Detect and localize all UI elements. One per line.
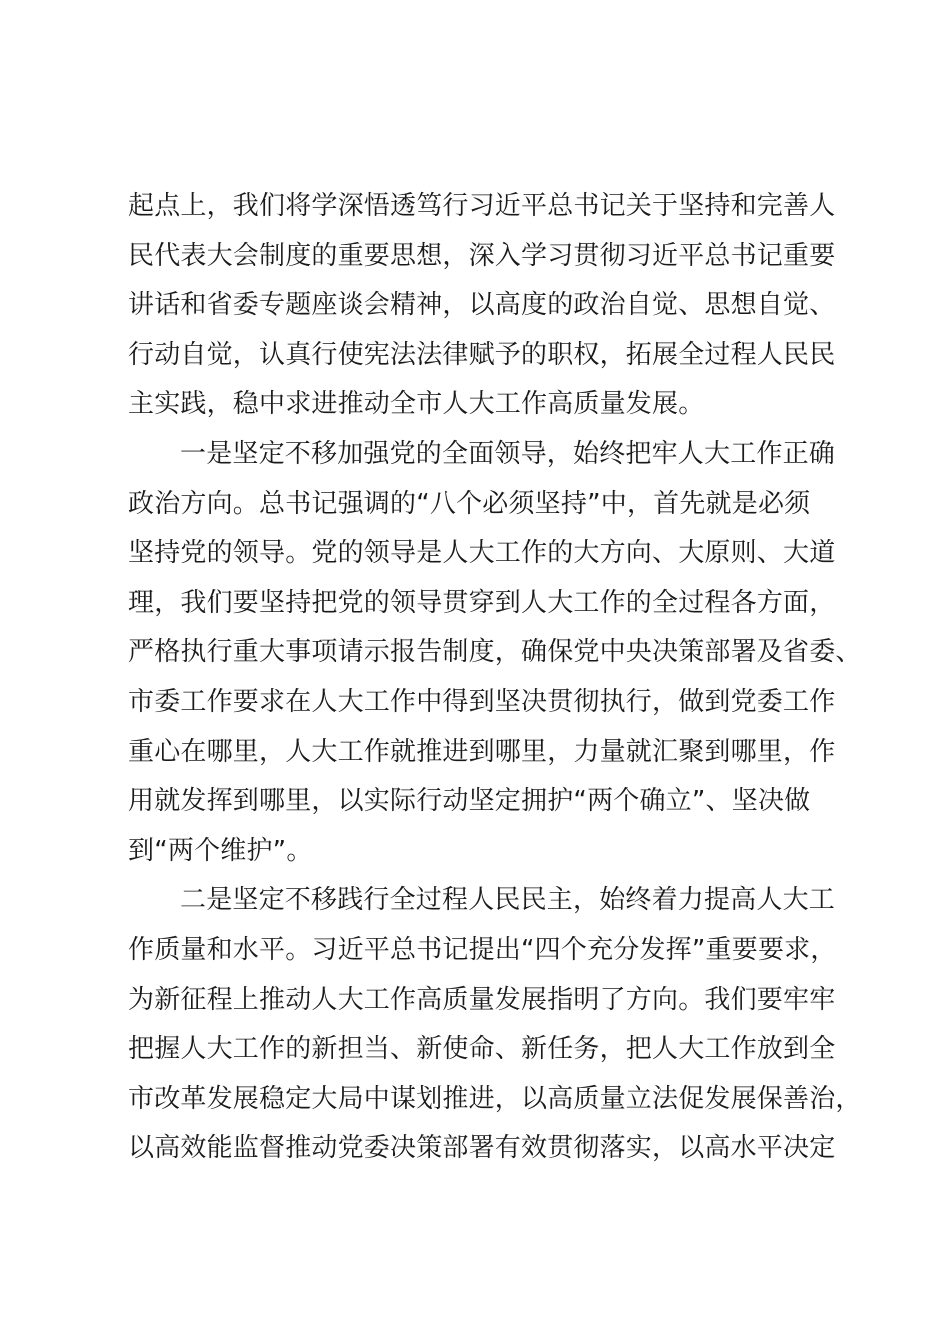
paragraph-first-line: 二是坚定不移践行全过程人民民主，始终着力提高人大工 bbox=[180, 885, 836, 916]
text-line: 把握人大工作的新担当、新使命、新任务，把人大工作放到全 bbox=[128, 1034, 836, 1065]
text-line: 政治方向。总书记强调的“八个必须坚持”中，首先就是必须 bbox=[128, 488, 811, 519]
text-line: 市委工作要求在人大工作中得到坚决贯彻执行，做到党委工作 bbox=[128, 686, 836, 717]
text-line: 民代表大会制度的重要思想，深入学习贯彻习近平总书记重要 bbox=[128, 240, 836, 271]
text-line: 严格执行重大事项请示报告制度，确保党中央决策部署及省委、 bbox=[128, 637, 862, 668]
paragraph-first-line: 一是坚定不移加强党的全面领导，始终把牢人大工作正确 bbox=[180, 438, 836, 469]
body-text bbox=[128, 182, 862, 1174]
text-line: 为新征程上推动人大工作高质量发展指明了方向。我们要牢牢 bbox=[128, 984, 836, 1015]
text-line: 作质量和水平。习近平总书记提出“四个充分发挥”重要要求， bbox=[128, 934, 837, 965]
text-line: 市改革发展稳定大局中谋划推进，以高质量立法促发展保善治， bbox=[128, 1083, 862, 1114]
text-line: 到“两个维护”。 bbox=[128, 835, 313, 866]
text-line: 理，我们要坚持把党的领导贯穿到人大工作的全过程各方面， bbox=[128, 587, 836, 618]
text-line: 用就发挥到哪里，以实际行动坚定拥护“两个确立”、坚决做 bbox=[128, 786, 811, 817]
text-line: 起点上，我们将学深悟透笃行习近平总书记关于坚持和完善人 bbox=[128, 191, 836, 221]
text-line: 主实践，稳中求进推动全市人大工作高质量发展。 bbox=[128, 389, 705, 420]
text-line: 行动自觉，认真行使宪法法律赋予的职权，拓展全过程人民民 bbox=[128, 339, 836, 370]
text-line: 重心在哪里，人大工作就推进到哪里，力量就汇聚到哪里，作 bbox=[128, 736, 836, 767]
text-line: 讲话和省委专题座谈会精神，以高度的政治自觉、思想自觉、 bbox=[128, 290, 836, 321]
text-line: 坚持党的领导。党的领导是人大工作的大方向、大原则、大道 bbox=[128, 538, 836, 569]
text-line: 以高效能监督推动党委决策部署有效贯彻落实，以高水平决定 bbox=[128, 1133, 836, 1164]
